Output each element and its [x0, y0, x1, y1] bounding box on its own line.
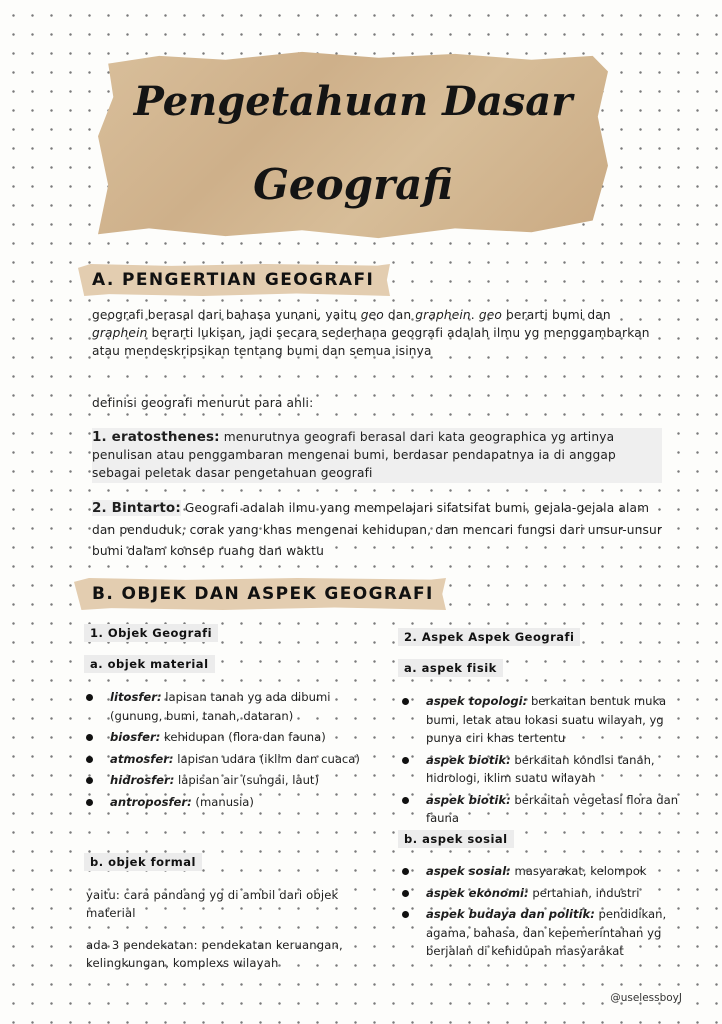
fisik-description: berkaitan vegetasi flora dan fauna — [426, 792, 679, 825]
paragraph-text: berarti lukisan, jadi secara sederhana geografi adalah ilmu yg menggambarkan atau mendeskripsikan tentang bumi dan semua isinya — [92, 326, 650, 359]
objek-formal-head: b. objek formal — [84, 853, 202, 871]
sosial-term: aspek budaya dan politik: — [426, 907, 595, 921]
aspek-geografi-title: 2. Aspek Aspek Geografi — [398, 628, 580, 646]
section-b-heading: B. OBJEK DAN ASPEK GEOGRAFI — [92, 584, 434, 604]
aspek-sosial-list — [402, 862, 682, 964]
section-a-heading: A. PENGERTIAN GEOGRAFI — [92, 270, 375, 290]
sosial-description: pendidikan, agama, bahasa, dan kepemerintahan yg berjalan di kehidupan masyarakat — [426, 907, 667, 958]
italic-term: graphein — [92, 326, 148, 341]
material-description: lapisan udara (iklim dan cuaca) — [173, 751, 360, 766]
paragraph-text: berarti bumi dan — [502, 308, 611, 322]
list-item — [86, 793, 366, 812]
sosial-description: pertanian, industri — [528, 885, 640, 900]
material-description: kehidupan (flora dan fauna) — [160, 730, 326, 744]
material-term: litosfer: — [110, 690, 162, 704]
italic-term: graphein — [415, 308, 471, 322]
list-item — [402, 751, 682, 788]
list-item — [86, 771, 366, 790]
fisik-description: berkaitan kondisi tanah, hidrologi, iklim suatu wilayah — [426, 752, 655, 785]
material-description: lapisan air (sungai, laut) — [174, 773, 319, 787]
expert-1 — [92, 428, 662, 483]
sosial-term: aspek sosial: — [426, 864, 511, 878]
list-item — [86, 728, 366, 747]
material-term: antroposfer: — [110, 794, 192, 809]
expert-1-label: 1. eratosthenes: — [92, 429, 220, 445]
list-item — [402, 862, 682, 881]
paragraph-text: . — [470, 308, 479, 322]
fisik-description: berkaitan bentuk muka bumi, letak atau lokasi suatu wilayah, yg punya ciri khas tertentu — [426, 694, 667, 745]
objek-formal-text-2: ada 3 pendekatan: pendekatan keruangan, kelingkungan, komplexs wilayah — [86, 938, 343, 971]
material-description: (manusia) — [191, 794, 254, 809]
aspek-fisik-head: a. aspek fisik — [398, 659, 503, 677]
material-term: biosfer: — [110, 730, 161, 744]
italic-term: geo — [478, 308, 502, 322]
fisik-term: aspek biotik: — [426, 792, 511, 807]
objek-material-list — [86, 688, 366, 814]
list-item — [86, 750, 366, 769]
expert-intro: definisi geografi menurut para ahli: — [92, 396, 314, 410]
expert-2-text: Geografi adalah ilmu yang mempelajari sifatsifat bumi, gejala-gejala alam dan penduduk, corak yang khas mengenai kehidupan, dan mencari fungsi dari unsur-unsur bumi dalam konsep ruang dan waktu — [92, 501, 663, 558]
expert-2 — [92, 498, 664, 563]
material-description: lapisan tanah yg ada dibumi (gunung, bumi, tanah, dataran) — [110, 690, 331, 723]
objek-formal-text-1: yaitu: cara pandang yg di ambil dari objek material — [86, 888, 339, 921]
material-term: hidrosfer: — [110, 773, 175, 787]
objek-geografi-title: 1. Objek Geografi — [84, 624, 218, 642]
fisik-term: aspek biotik: — [426, 752, 511, 767]
expert-2-label: 2. Bintarto: — [92, 500, 181, 516]
list-item — [402, 692, 682, 748]
paragraph-text: dan — [383, 308, 416, 322]
italic-term: geo — [360, 308, 384, 322]
list-item — [402, 791, 682, 828]
objek-material-head: a. objek material — [84, 655, 215, 673]
list-item — [86, 688, 366, 725]
page-title: Pengetahuan Dasar — [133, 78, 573, 125]
aspek-fisik-list — [402, 692, 682, 831]
page-title-line2: Geografi — [253, 160, 453, 209]
paragraph-text: geografi berasal dari bahasa yunani, yaitu — [92, 308, 361, 322]
fisik-term: aspek topologi: — [426, 694, 528, 708]
aspek-sosial-head: b. aspek sosial — [398, 830, 514, 848]
list-item — [402, 884, 682, 903]
list-item — [402, 905, 682, 961]
definition-paragraph — [92, 306, 652, 361]
sosial-term: aspek ekonomi: — [426, 885, 529, 900]
material-term: atmosfer: — [110, 751, 174, 766]
author-credit: @uselessboyJ — [610, 992, 682, 1004]
expert-1-text: menurutnya geografi berasal dari kata geographica yg artinya penulisan atau penggambaran mengenai bumi, berdasar pendapatnya ia di anggap sebagai peletak dasar pengetahuan geografi — [92, 430, 616, 481]
sosial-description: masyarakat, kelompok — [510, 864, 647, 878]
